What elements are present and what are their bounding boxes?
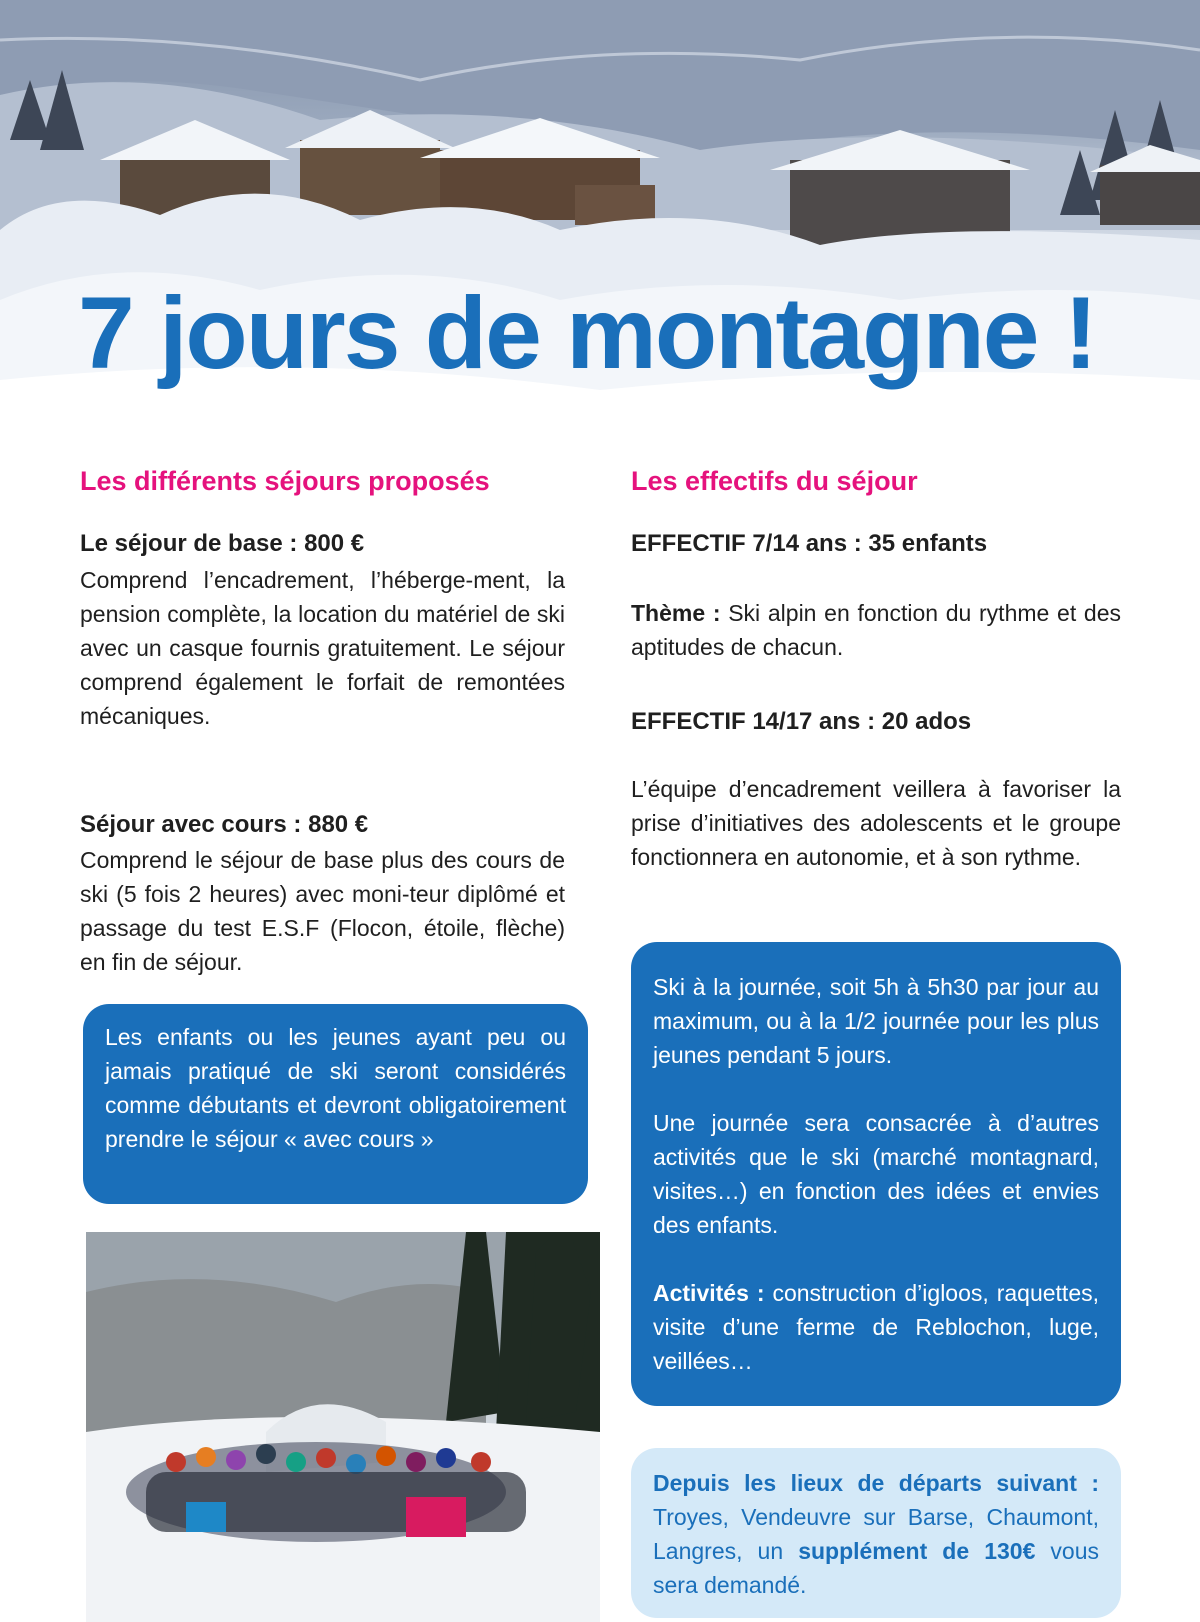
course-stay-label: Séjour avec cours : 880 €	[80, 811, 369, 838]
base-stay-description: Comprend l’encadrement, l’héberge-ment, la pension complète, la location du matériel de ski avec un casque fournis gratuitement. Le séjour comprend également le forfait de remontées mécaniques.	[80, 567, 565, 729]
page-title: 7 jours de montagne !	[78, 276, 1096, 390]
beginner-note-box	[83, 1004, 588, 1204]
left-column-heading: Les différents séjours proposés	[80, 466, 490, 496]
theme-label: Thème :	[631, 600, 721, 626]
beginner-note-text: Les enfants ou les jeunes ayant peu ou jamais pratiqué de ski seront considérés comme débutants et devront obligatoirement prendre le séjour « avec cours »	[105, 1024, 566, 1152]
departure-box	[631, 1448, 1121, 1618]
departure-label: Depuis les lieux de départs suivant :	[653, 1470, 1099, 1496]
ski-schedule-text: Ski à la journée, soit 5h à 5h30 par jour au maximum, ou à la 1/2 journée pour les plus jeunes pendant 5 jours.	[653, 974, 1099, 1068]
activities-text	[653, 1276, 1099, 1378]
base-stay-label: Le séjour de base : 800 €	[80, 530, 365, 557]
course-stay-description: Comprend le séjour de base plus des cours de ski (5 fois 2 heures) avec moni-teur diplômé et passage du test E.S.F (Flocon, étoile, flèche) en fin de séjour.	[80, 847, 565, 975]
activities-label: Activités :	[653, 1280, 765, 1306]
kids-group-theme	[631, 596, 1121, 664]
theme-text: Ski alpin en fonction du rythme et des aptitudes de chacun.	[631, 600, 1121, 660]
hero-snow-chalets-image	[0, 0, 1200, 485]
departure-closing: vous sera demandé.	[653, 1538, 1099, 1598]
group-photo	[86, 1232, 600, 1622]
supplement-label: supplément de 130€	[798, 1538, 1036, 1564]
other-day-text: Une journée sera consacrée à d’autres activités que le ski (marché montagnard, visites…) en fonction des idées et envies des enfants.	[653, 1110, 1099, 1238]
departure-cities: Troyes, Vendeuvre sur Barse, Chaumont, Langres, un	[653, 1504, 1099, 1564]
info-box	[631, 942, 1121, 1406]
teens-group-label: EFFECTIF 14/17 ans : 20 ados	[631, 708, 972, 735]
activities-list: construction d’igloos, raquettes, visite d’une ferme de Reblochon, luge, veillées…	[653, 1280, 1099, 1374]
teens-group-description: L’équipe d’encadrement veillera à favoriser la prise d’initiatives des adolescents et le groupe fonctionnera en autonomie, et à son rythme.	[631, 776, 1121, 870]
kids-group-label: EFFECTIF 7/14 ans : 35 enfants	[631, 530, 988, 557]
right-column-heading: Les effectifs du séjour	[631, 466, 918, 496]
